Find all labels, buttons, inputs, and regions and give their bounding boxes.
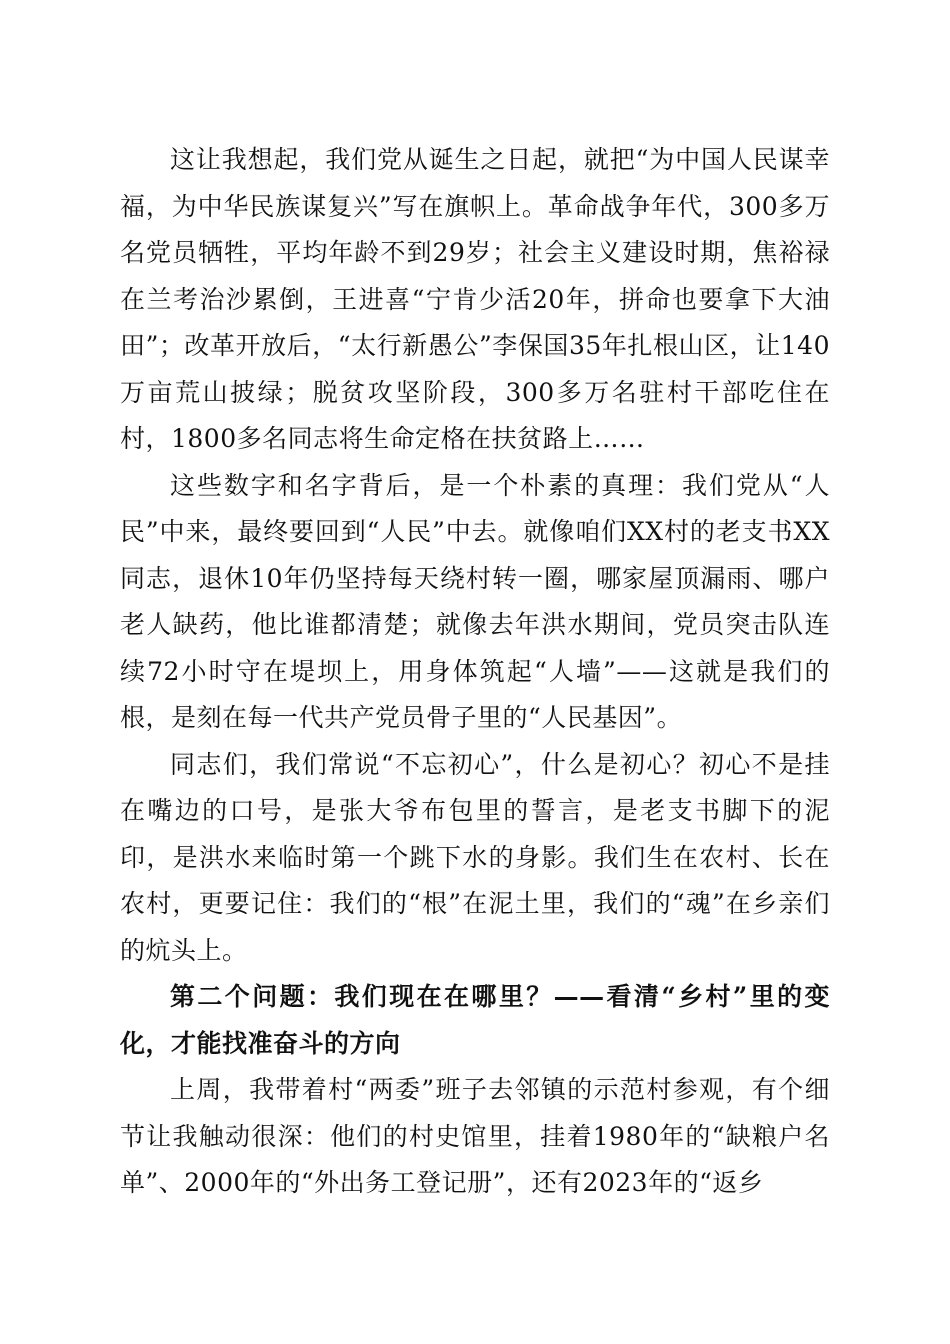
paragraph-people-roots: 这些数字和名字背后，是一个朴素的真理：我们党从“人民”中来，最终要回到“人民”中去。就像咱们XX村的老支书XX同志，退休10年仍坚持每天绕村转一圈，哪家屋顶漏雨、哪户老人缺药，他比谁都清楚；就像去年洪水期间，党员突击队连续72小时守在堤坝上，用身体筑起“人墙”——这就是我们的根，是刻在每一代共产党员骨子里的“人民基因”。 bbox=[120, 470, 830, 732]
paragraph-village-visit: 上周，我带着村“两委”班子去邻镇的示范村参观，有个细节让我触动很深：他们的村史馆里，挂着1980年的“缺粮户名单”、2000年的“外出务工登记册”，还有2023年的“返乡 bbox=[120, 1075, 830, 1197]
paragraph-party-history: 这让我想起，我们党从诞生之日起，就把“为中国人民谋幸福，为中华民族谋复兴”写在旗帜上。革命战争年代，300多万名党员牺牲，平均年龄不到29岁；社会主义建设时期，焦裕禄在兰考治沙累倒，王进喜“宁肯少活20年，拼命也要拿下大油田”；改革开放后，“太行新愚公”李保国35年扎根山区，让140万亩荒山披绿；脱贫攻坚阶段，300多万名驻村干部吃住在村，1800多名同志将生命定格在扶贫路上…… bbox=[120, 145, 830, 453]
document-body bbox=[120, 137, 830, 1207]
section-heading-second-question: 第二个问题：我们现在在哪里？——看清“乡村”里的变化，才能找准奋斗的方向 bbox=[120, 982, 830, 1058]
paragraph-original-aspiration: 同志们，我们常说“不忘初心”，什么是初心？初心不是挂在嘴边的口号，是张大爷布包里的誓言，是老支书脚下的泥印，是洪水来临时第一个跳下水的身影。我们生在农村、长在农村，更要记住：我们的“根”在泥土里，我们的“魂”在乡亲们的炕头上。 bbox=[120, 749, 830, 965]
